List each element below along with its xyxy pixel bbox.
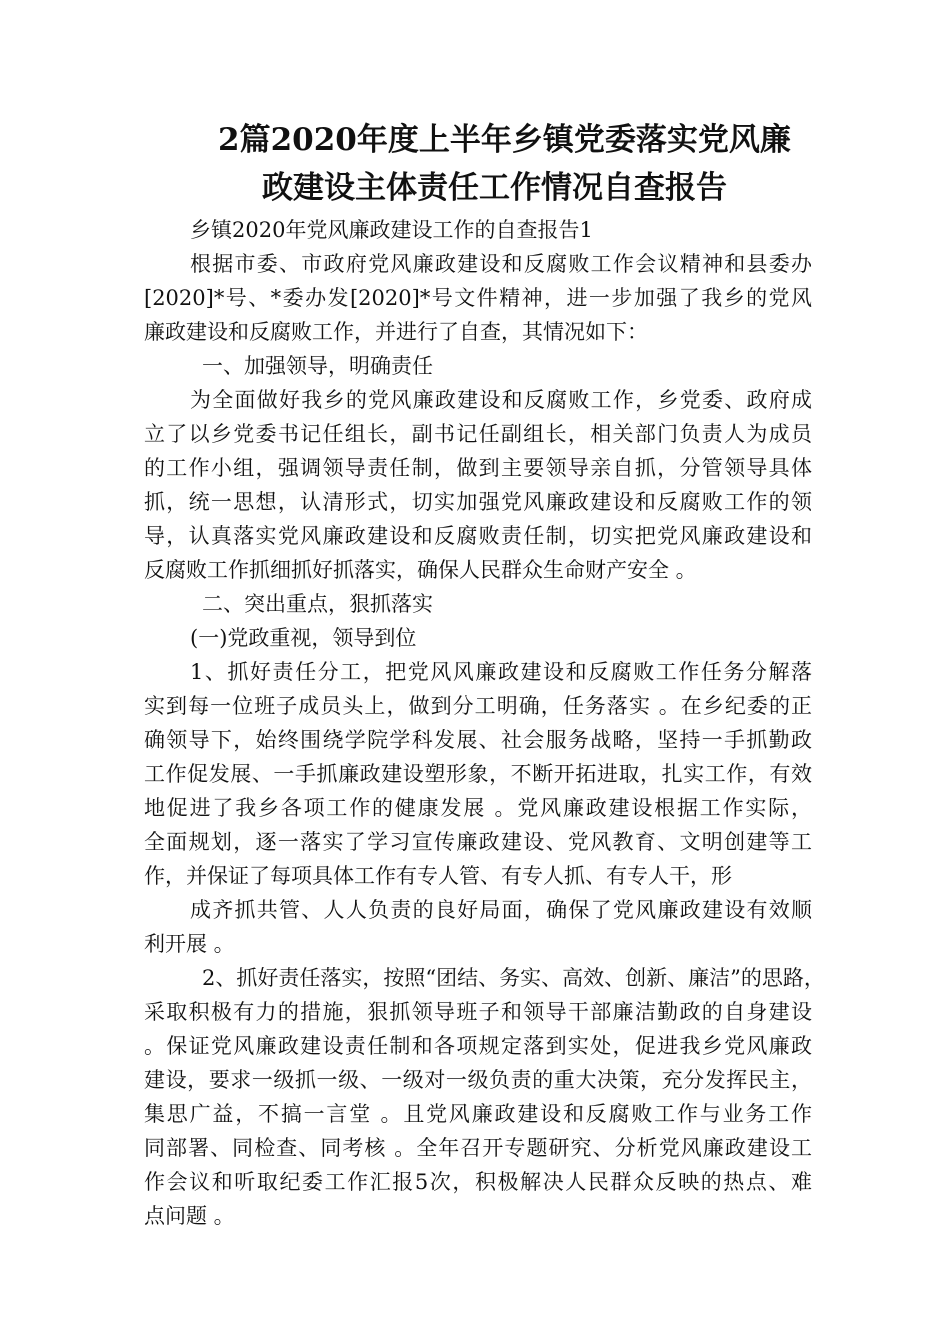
- body-line: 1、抓好责任分工，把党风风廉政建设和反腐败工作任务分解落: [190, 660, 812, 684]
- body-line: 立了以乡党委书记任组长，副书记任副组长，相关部门负责人为成员: [144, 422, 812, 446]
- body-line: 2、抓好责任落实，按照“团结、务实、高效、创新、廉洁”的思路，: [202, 966, 825, 990]
- document-body: [144, 213, 825, 1233]
- body-line: 采取积极有力的措施，狠抓领导班子和领导干部廉洁勤政的自身建设: [144, 1000, 812, 1024]
- body-line: 作会议和听取纪委工作汇报5次，积极解决人民群众反映的热点、难: [144, 1170, 812, 1194]
- body-line: 确领导下，始终围绕学院学科发展、社会服务战略，坚持一手抓勤政: [144, 728, 812, 752]
- body-line: 作，并保证了每项具体工作有专人管、有专人抓、有专人干，形: [144, 864, 732, 888]
- body-line: 的工作小组，强调领导责任制，做到主要领导亲自抓，分管领导具体: [144, 456, 812, 480]
- body-line: 地促进了我乡各项工作的健康发展 。党风廉政建设根据工作实际，: [144, 796, 812, 820]
- body-line: 导，认真落实党风廉政建设和反腐败责任制，切实把党风廉政建设和: [144, 524, 812, 548]
- body-line: 为全面做好我乡的党风廉政建设和反腐败工作，乡党委、政府成: [190, 388, 812, 412]
- body-line: 廉政建设和反腐败工作，并进行了自查，其情况如下：: [144, 320, 648, 344]
- body-line: 工作促发展、一手抓廉政建设塑形象，不断开拓进取，扎实工作，有效: [144, 762, 812, 786]
- body-line: 抓，统一思想，认清形式，切实加强党风廉政建设和反腐败工作的领: [144, 490, 812, 514]
- body-line: 根据市委、市政府党风廉政建设和反腐败工作会议精神和县委办: [190, 252, 812, 276]
- body-line: [2020]*号、*委办发[2020]*号文件精神，进一步加强了我乡的党风: [144, 286, 812, 310]
- report-subtitle: 乡镇2020年党风廉政建设工作的自查报告1: [190, 218, 593, 242]
- section-heading: 一、加强领导，明确责任: [202, 354, 433, 378]
- body-line: 。保证党风廉政建设责任制和各项规定落到实处，促进我乡党风廉政: [144, 1034, 812, 1058]
- body-line: 反腐败工作抓细抓好抓落实，确保人民群众生命财产安全 。: [144, 558, 697, 582]
- body-line: 全面规划，逐一落实了学习宣传廉政建设、党风教育、文明创建等工: [144, 830, 812, 854]
- subsection-heading: (一)党政重视，领导到位: [190, 626, 417, 650]
- body-line: 点问题 。: [144, 1204, 235, 1228]
- body-line: 利开展 。: [144, 932, 235, 956]
- document-title-line-1: 2篇2020年度上半年乡镇党委落实党风廉: [218, 122, 791, 158]
- body-line: 建设，要求一级抓一级、一级对一级负责的重大决策，充分发挥民主，: [144, 1068, 812, 1092]
- body-line: 成齐抓共管、人人负责的良好局面，确保了党风廉政建设有效顺: [190, 898, 812, 922]
- body-line: 集思广益，不搞一言堂 。且党风廉政建设和反腐败工作与业务工作: [144, 1102, 812, 1126]
- body-line: 实到每一位班子成员头上，做到分工明确，任务落实 。在乡纪委的正: [144, 694, 812, 718]
- section-heading: 二、突出重点，狠抓落实: [202, 592, 433, 616]
- body-line: 同部署、同检查、同考核 。全年召开专题研究、分析党风廉政建设工: [144, 1136, 812, 1160]
- document-title-line-2: 政建设主体责任工作情况自查报告: [262, 170, 727, 206]
